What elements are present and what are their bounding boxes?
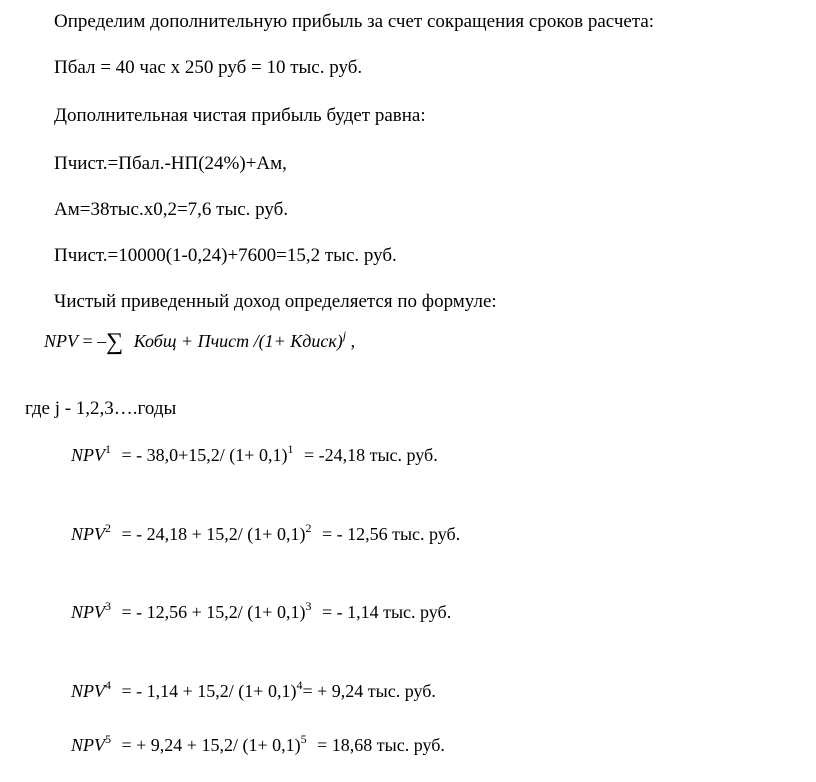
pbal-line: Пбал = 40 час х 250 руб = 10 тыс. руб. (54, 57, 363, 78)
npv-power: 5 (300, 732, 307, 746)
formula-exponent: j (342, 328, 347, 342)
extra-profit-line: Дополнительная чистая прибыль будет равна: (54, 105, 426, 126)
npv-index: 5 (105, 732, 111, 746)
npv-label: NPV (71, 735, 105, 755)
npv-expression: = + 9,24 + 15,2/ (1+ 0,1) (121, 735, 301, 755)
npv-result: = + 9,24 тыс. руб. (302, 681, 436, 701)
pchist-formula-line: Пчист.=Пбал.-НП(24%)+Ам, (54, 153, 287, 174)
npv-power: 4 (296, 678, 303, 692)
formula-body: Кобщ + Пчист /(1+ Кдиск) (133, 331, 343, 351)
years-line: где j - 1,2,3….годы (25, 398, 177, 419)
npv-row-2 (71, 522, 460, 548)
npv-power: 3 (305, 599, 312, 613)
formula-tail: , (350, 331, 356, 351)
npv-power: 2 (305, 521, 312, 535)
npv-general-formula (44, 328, 355, 355)
pchist-value-line: Пчист.=10000(1-0,24)+7600=15,2 тыс. руб. (54, 245, 397, 266)
npv-result: = -24,18 тыс. руб. (303, 445, 438, 465)
npv-power: 1 (287, 442, 294, 456)
npv-result: = - 1,14 тыс. руб. (321, 602, 452, 622)
npv-row-1 (71, 443, 438, 469)
intro-line: Определим дополнительную прибыль за счет сокращения сроков расчета: (54, 11, 655, 32)
npv-index: 2 (105, 521, 111, 535)
formula-lhs: NPV (44, 331, 78, 351)
npv-result: = - 12,56 тыс. руб. (321, 524, 461, 544)
npv-row-4 (71, 679, 436, 705)
amortization-line: Ам=38тыс.х0,2=7,6 тыс. руб. (54, 199, 289, 220)
npv-index: 4 (105, 678, 111, 692)
npv-expression: = - 1,14 + 15,2/ (1+ 0,1) (121, 681, 297, 701)
npv-result: = 18,68 тыс. руб. (317, 735, 445, 755)
formula-eq: = – (82, 331, 107, 351)
npv-expression: = - 38,0+15,2/ (1+ 0,1) (121, 445, 288, 465)
sigma-symbol: ∑ (106, 329, 124, 355)
npv-row-5 (71, 733, 445, 759)
npv-expression: = - 12,56 + 15,2/ (1+ 0,1) (121, 602, 306, 622)
npv-label: NPV (71, 524, 105, 544)
npv-expression: = - 24,18 + 15,2/ (1+ 0,1) (121, 524, 306, 544)
npv-label: NPV (71, 602, 105, 622)
npv-label: NPV (71, 445, 105, 465)
npv-label: NPV (71, 681, 105, 701)
npv-intro-line: Чистый приведенный доход определяется по формуле: (54, 291, 497, 312)
npv-index: 3 (105, 599, 111, 613)
npv-index: 1 (105, 442, 111, 456)
npv-row-3 (71, 600, 451, 626)
